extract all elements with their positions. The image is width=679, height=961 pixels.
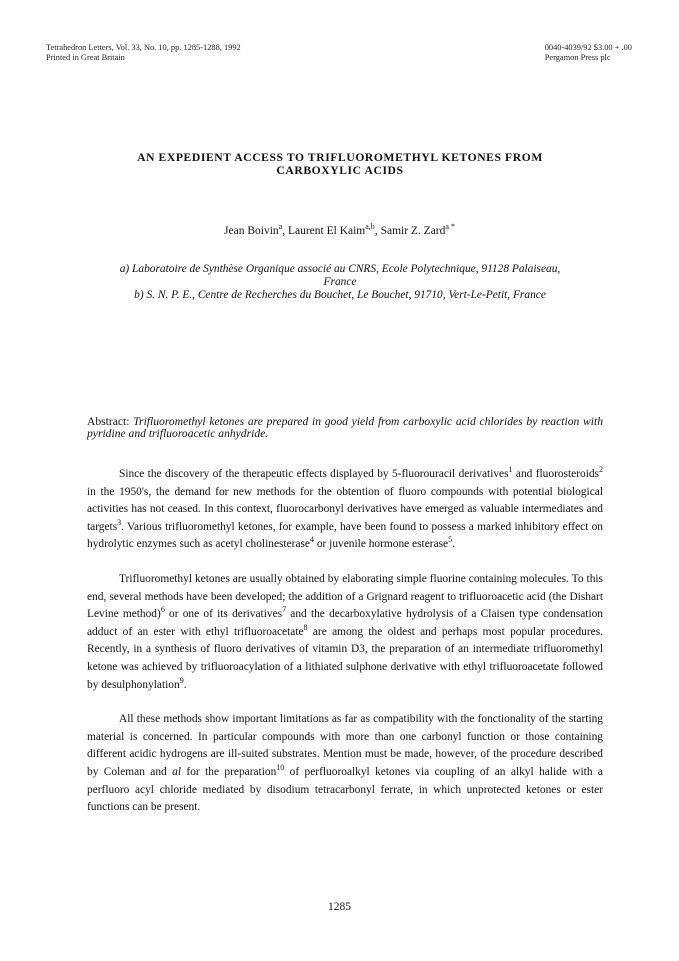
text-run: in the 1950's, the demand for new methods for the obtention of fluoro compounds with potential biological activities has not ceased. In this context, fluorocarbonyl derivatives have emerged as valuable intermediates and targets	[87, 485, 603, 533]
title-line-2: CARBOXYLIC ACIDS	[276, 164, 404, 177]
et-al: al	[172, 765, 182, 778]
journal-citation: Tetrahedron Letters, Vol. 33, No. 10, pp. 1285-1288, 1992	[46, 43, 241, 52]
text-run: .	[452, 538, 455, 551]
citation-4: 4	[310, 535, 314, 545]
text-run: or juvenile hormone esterase	[314, 538, 449, 551]
journal-header	[46, 43, 241, 63]
text-run: and the decarboxylative hydrolysis of a Claisen type condensation adduct of an ester with ethyl trifluoroacetate	[87, 608, 603, 638]
citation-5: 5	[448, 535, 453, 545]
text-run: Since the discovery of the therapeutic effects displayed by 5-fluorouracil derivatives	[119, 468, 509, 480]
paragraph-1	[87, 466, 603, 554]
author-zard: , Samir Z. Zard	[374, 225, 446, 237]
affiliation-b: b) S. N. P. E., Centre de Recherches du Bouchet, Le Bouchet, 91710, Vert-Le-Petit, France	[134, 289, 546, 301]
citation-3: 3	[117, 517, 122, 527]
citation-6: 6	[160, 605, 165, 615]
paper-title	[60, 151, 620, 177]
text-run: .	[183, 678, 187, 691]
text-run: or one of its derivatives	[164, 608, 283, 621]
issn-price: 0040-4039/92 $3.00 + .00	[544, 43, 632, 52]
body-text	[87, 466, 603, 834]
text-run: for the preparation	[181, 765, 277, 778]
affiliation-a: a) Laboratoire de Synthèse Organique associé au CNRS, Ecole Polytechnique, 91128 Palaiseau,	[119, 263, 561, 275]
author-zard-affil: a *	[445, 222, 455, 232]
text-run: and fluorosteroids	[512, 468, 599, 480]
citation-2: 2	[599, 465, 603, 475]
author-boivin-affil: a	[278, 222, 283, 232]
page-number: 1285	[328, 901, 351, 913]
abstract-label: Abstract:	[87, 415, 134, 428]
abstract-text: Trifluoromethyl ketones are prepared in good yield from carboxylic acid chlorides by reaction with pyridine and trifluoroacetic anhydride.	[87, 415, 603, 440]
citation-10: 10	[276, 763, 285, 773]
text-run: All these methods show important limitations as far as compatibility with the fonctionality of the starting material is concerned. In particular compounds with more than one carbonyl function or those containing different acidic hydrogens are ill-suited substrates. Mention must be made, however, of the procedure described by Coleman and	[87, 713, 603, 778]
author-el-kaim: , Laurent El Kaim	[282, 225, 366, 237]
title-line-1: AN EXPEDIENT ACCESS TO TRIFLUOROMETHYL KETONES FROM	[137, 151, 543, 164]
paragraph-3	[87, 711, 603, 817]
publisher-name: Pergamon Press plc	[544, 53, 611, 62]
affiliations	[60, 263, 620, 302]
text-run: are among the oldest and perhaps most popular procedures. Recently, in a synthesis of fluoro derivatives of vitamin D3, the preparation of an intermediate trifluoromethyl ketone was achieved by trifluoroacylation of a lithiated sulphone derivative with ethyl trifluoroacetate followed by desulphonylation	[87, 625, 603, 691]
printed-location: Printed in Great Britain	[46, 53, 125, 62]
publisher-header	[545, 43, 632, 63]
text-run: Trifluoromethyl ketones are usually obtained by elaborating simple fluorine containing molecules. To this end, several methods have been developed; the addition of a Grignard reagent to trifluoroacetic acid (the Dishart Levine method)	[87, 572, 603, 621]
text-run: of perfluoroalkyl ketones via coupling of an alkyl halide with a perfluoro acyl chloride mediated by disodium tetracarbonyl ferrate, in which unprotected ketones or ester functions can be present.	[87, 765, 603, 814]
citation-7: 7	[282, 605, 287, 615]
author-boivin: Jean Boivin	[224, 225, 279, 237]
citation-8: 8	[303, 622, 308, 632]
author-list	[0, 224, 679, 238]
abstract	[87, 416, 603, 439]
citation-1: 1	[508, 465, 513, 475]
text-run: . Various trifluoromethyl ketones, for example, have been found to possess a marked inhibitory effect on hydrolytic enzymes such as acetyl cholinesterase	[87, 520, 603, 551]
affiliation-a-country: France	[323, 276, 357, 288]
paragraph-2	[87, 571, 603, 694]
author-el-kaim-affil: a,b	[365, 222, 375, 232]
citation-9: 9	[179, 675, 184, 685]
